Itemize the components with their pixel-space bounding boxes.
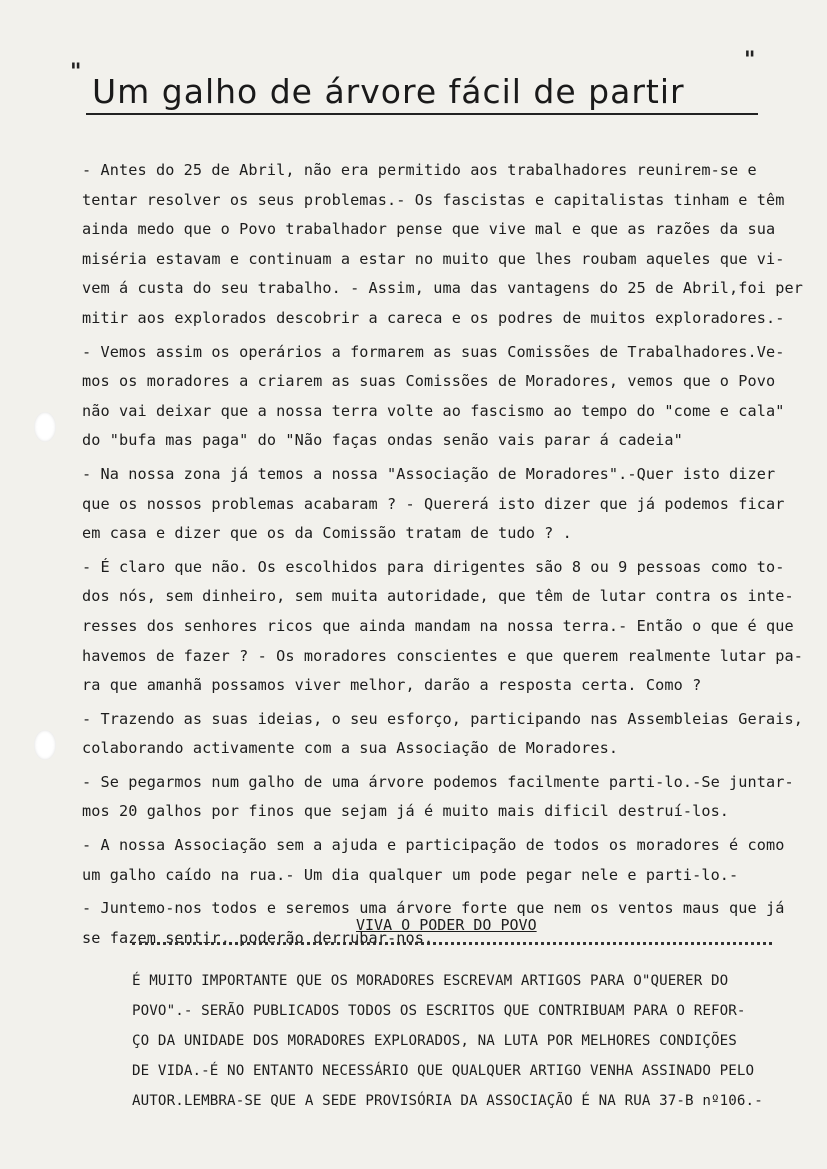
paragraph-1-line: ainda medo que o Povo trabalhador pense que vive mal e que as razões da sua (82, 220, 776, 239)
notice-line: AUTOR.LEMBRA-SE QUE A SEDE PROVISÓRIA DA ASSOCIAÇÃO É NA RUA 37-B nº106.- (132, 1093, 763, 1109)
paragraph-2-line: - Vemos assim os operários a formarem as suas Comissões de Trabalhadores.Ve- (82, 342, 785, 361)
paragraph-1-line: miséria estavam e continuam a estar no muito que lhes roubam aqueles que vi- (82, 249, 785, 268)
paragraph-7-line: - A nossa Associação sem a ajuda e participação de todos os moradores é como (82, 836, 785, 855)
title-quote-close: " (744, 48, 756, 73)
paragraph-5-line: - Trazendo as suas ideias, o seu esforço, participando nas Assembleias Gerais, (82, 709, 804, 728)
paragraph-2-line: mos os moradores a criarem as suas Comissões de Moradores, vemos que o Povo (82, 372, 776, 391)
punch-hole-bottom (34, 730, 56, 760)
paragraph-4-line: dos nós, sem dinheiro, sem muita autoridade, que têm de lutar contra os inte- (82, 587, 794, 606)
paragraph-1-line: - Antes do 25 de Abril, não era permitido aos trabalhadores reunirem-se e (82, 161, 757, 179)
paragraph-1-line: mitir aos explorados descobrir a careca e os podres de muitos exploradores.- (82, 308, 785, 327)
paragraph-4-line: resses dos senhores ricos que ainda mandam na nossa terra.- Então o que é que (82, 616, 794, 635)
paragraph-4-line: havemos de fazer ? - Os moradores conscientes e que querem realmente lutar pa- (82, 646, 804, 665)
notice-line: ÇO DA UNIDADE DOS MORADORES EXPLORADOS, NA LUTA POR MELHORES CONDIÇÕES (132, 1033, 737, 1049)
page-title: Um galho de árvore fácil de partir (92, 72, 685, 111)
paragraph-4-line: - É claro que não. Os escolhidos para dirigentes são 8 ou 9 pessoas como to- (82, 557, 785, 576)
paragraph-5-line: colaborando activamente com a sua Associação de Moradores. (82, 739, 619, 758)
paragraph-2-line: do "bufa mas paga" do "Não faças ondas senão vais parar á cadeia" (82, 431, 683, 450)
article-body (82, 156, 804, 953)
dotted-separator (132, 942, 772, 945)
paragraph-4-line: ra que amanhã possamos viver melhor, darão a resposta certa. Como ? (82, 676, 702, 695)
paragraph-7-line: um galho caído na rua.- Um dia qualquer um pode pegar nele e parti-lo.- (82, 865, 739, 884)
punch-hole-top (34, 412, 56, 442)
paragraph-6-line: mos 20 galhos por finos que sejam já é muito mais dificil destruí-los. (82, 802, 730, 821)
paragraph-1-line: vem á custa do seu trabalho. - Assim, uma das vantagens do 25 de Abril,foi per (82, 279, 804, 298)
paragraph-3-line: que os nossos problemas acabaram ? - Quererá isto dizer que já podemos ficar (82, 494, 785, 513)
notice-line: POVO".- SERÃO PUBLICADOS TODOS OS ESCRITOS QUE CONTRIBUAM PARA O REFOR- (132, 1003, 746, 1019)
paragraph-8-line: se fazem sentir, poderão derrubar-nos. (82, 928, 434, 947)
paragraph-2-line: não vai deixar que a nossa terra volte ao fascismo ao tempo do "come e cala" (82, 401, 785, 420)
paragraph-3-line: em casa e dizer que os da Comissão tratam de tudo ? . (82, 524, 572, 543)
paragraph-3-line: - Na nossa zona já temos a nossa "Associação de Moradores".-Quer isto dizer (82, 464, 776, 483)
paragraph-6-line: - Se pegarmos num galho de uma árvore podemos facilmente parti-lo.-Se juntar- (82, 772, 794, 791)
notice-line: É MUITO IMPORTANTE QUE OS MORADORES ESCREVAM ARTIGOS PARA O"QUERER DO (132, 973, 729, 989)
notice-line: DE VIDA.-É NO ENTANTO NECESSÁRIO QUE QUALQUER ARTIGO VENHA ASSINADO PELO (132, 1063, 755, 1079)
slogan: VIVA O PODER DO POVO (356, 916, 537, 934)
paragraph-8-line: - Juntemo-nos todos e seremos uma árvore forte que nem os ventos maus que já (82, 899, 785, 918)
paragraph-1-line: tentar resolver os seus problemas.- Os fascistas e capitalistas tinham e têm (82, 190, 785, 209)
title-quote-open: " (70, 60, 82, 85)
notice-block (132, 966, 792, 1116)
title-underline (86, 113, 758, 115)
